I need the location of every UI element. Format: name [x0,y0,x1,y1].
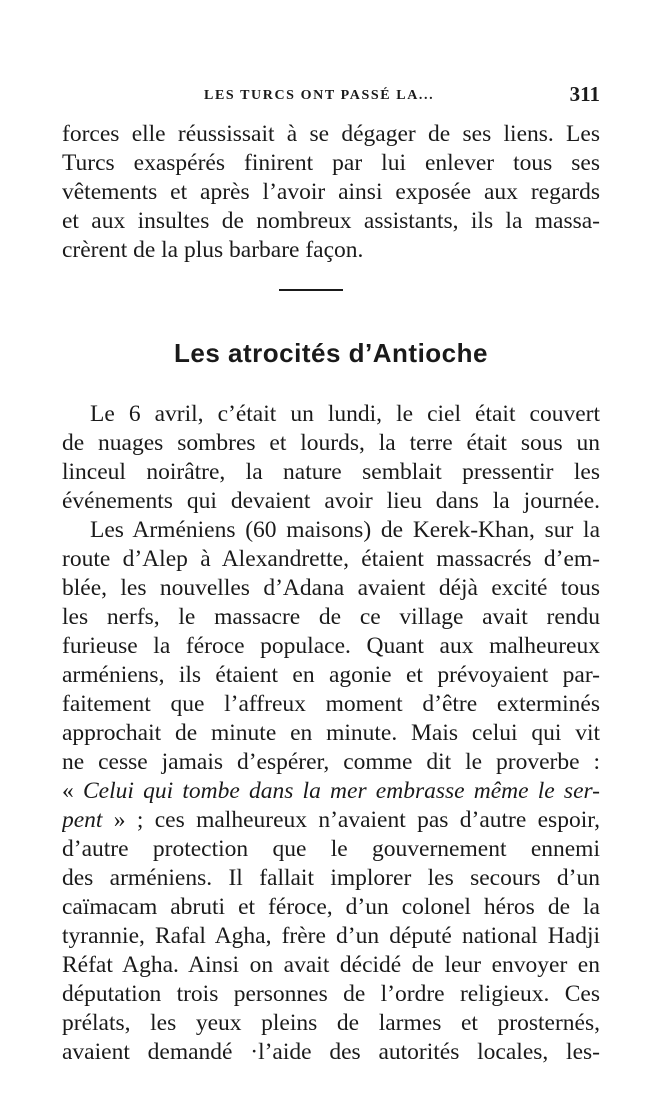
text-line: vêtements et après l’avoir ainsi exposée aux regards [62,179,600,205]
quote-close: » ; ces malheureux n’avaient pas d’autre espoir, [102,807,600,833]
text-line: caïmacam abruti et féroce, d’un colonel héros de la [62,894,600,920]
text-line: arméniens, ils étaient en agonie et prévoyaient par- [62,662,600,688]
running-title: LES TURCS ONT PASSÉ LA... [204,88,435,103]
text-line: ne cesse jamais d’espérer, comme dit le proverbe : [62,749,600,775]
text-line: des arméniens. Il fallait implorer les secours d’un [62,865,600,891]
text-line: et aux insultes de nombreux assistants, ils la massa- [62,208,600,234]
text-line: Les Arméniens (60 maisons) de Kerek-Khan, sur la [90,517,600,543]
quote-line [62,777,600,805]
section-title: Les atrocités d’Antioche [174,338,488,368]
text-line: forces elle réussissait à se dégager de ses liens. Les [62,121,600,147]
text-line: de nuages sombres et lourds, la terre était sous un [62,430,600,456]
text-line: crèrent de la plus barbare façon. [62,237,364,263]
page-number: 311 [569,82,600,106]
proverb-italic-end: pent [62,807,103,833]
text-line: approchait de minute en minute. Mais celui qui vit [62,720,600,746]
text-line: Turcs exaspérés finirent par lui enlever tous ses [62,150,600,176]
section-divider [279,289,343,291]
quote-line [62,806,600,834]
text-line: événements qui devaient avoir lieu dans la journée. [62,488,600,514]
text-line: les nerfs, le massacre de ce village avait rendu [62,604,600,630]
text-line: tyrannie, Rafal Agha, frère d’un député national Hadji [62,923,600,949]
text-line: blée, les nouvelles d’Adana avaient déjà excité tous [62,575,600,601]
text-line: d’autre protection que le gouvernement ennemi [62,836,600,862]
text-line: avaient demandé ·l’aide des autorités locales, les- [62,1039,600,1065]
proverb-italic: Celui qui tombe dans la mer embrasse même le ser- [82,778,600,804]
text-line: députation trois personnes de l’ordre religieux. Ces [62,981,600,1007]
text-line: Réfat Agha. Ainsi on avait décidé de leur envoyer en [62,952,600,978]
text-line: prélats, les yeux pleins de larmes et prosternés, [62,1010,600,1036]
quote-open: « [62,778,83,804]
text-line: linceul noirâtre, la nature semblait pressentir les [62,459,600,485]
text-line: Le 6 avril, c’était un lundi, le ciel était couvert [90,401,600,427]
text-line: faitement que l’affreux moment d’être exterminés [62,691,600,717]
running-head [62,80,600,110]
text-line: route d’Alep à Alexandrette, étaient massacrés d’em- [62,546,600,572]
text-line: furieuse la féroce populace. Quant aux malheureux [62,633,600,659]
